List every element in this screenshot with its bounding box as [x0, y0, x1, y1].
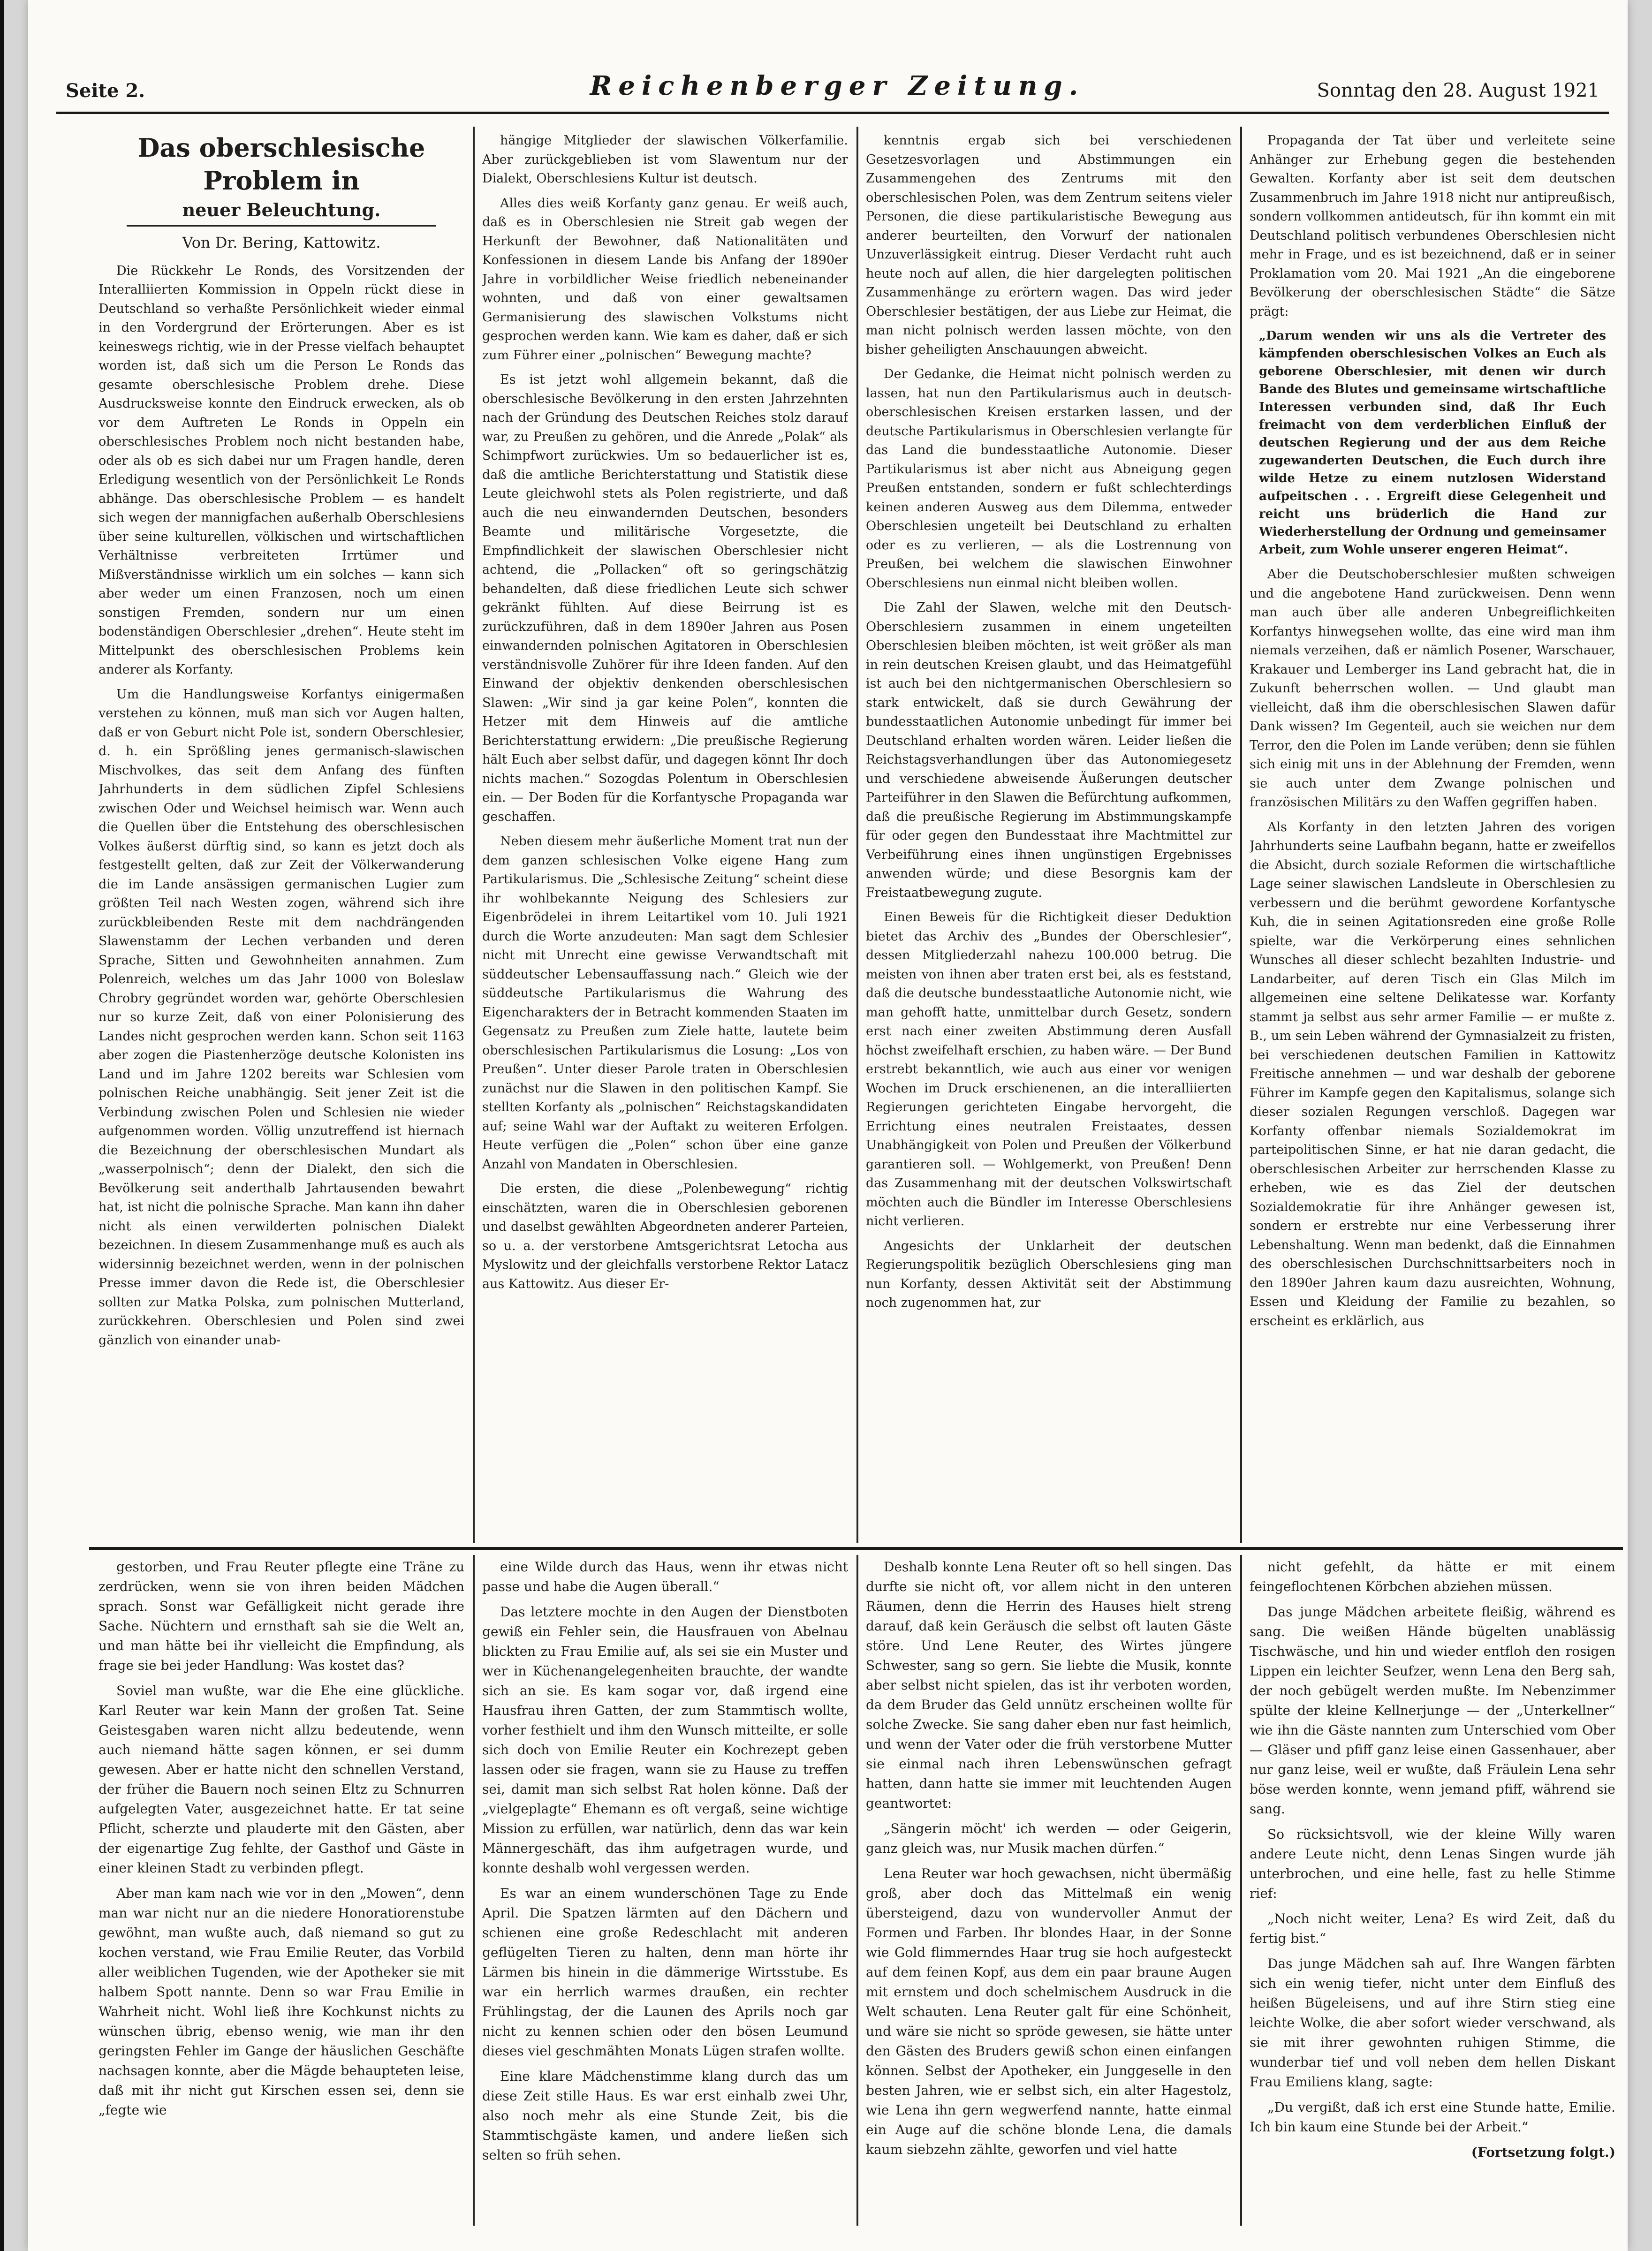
serial-paragraph: Deshalb konnte Lena Reuter oft so hell singen. Das durfte sie nicht oft, vor allem nicht in den unteren Räumen, denn die Herrin des Hauses hielt streng darauf, daß kein Geräusch die selbst oft lauten Gäste störe. Und Lene Reuter, des Wirtes jüngere Schwester, sang so gern. Sie liebte die Musik, konnte aber selbst nicht spielen, das ist ihr verboten worden, da dem Bruder das Geld unnütz erscheinen wollte für solche Zwecke. Sie sang daher eben nur fast heimlich, und wenn der Vater oder die früh verstorbene Mutter sie einmal nach ihren Lebenswünschen gefragt hatten, dann hatte sie immer mit leuchtenden Augen geantwortet: [866, 1559, 1232, 1811]
article-paragraph: Einen Beweis für die Richtigkeit dieser Deduktion bietet das Archiv des „Bundes der Oberschlesier“, dessen Mitgliederzahl nahezu 100.000 betrug. Die meisten von ihnen aber traten erst bei, als es feststand, daß die deutsche bundesstaatliche Autonomie nicht, wie man gehofft hatte, unmittelbar durch Gesetz, sondern erst nach einer zweiten Abstimmung deren Ausfall höchst zweifelhaft erschien, zu haben wäre. — Der Bund erstrebt bekanntlich, wie auch aus einer vor wenigen Wochen im Druck erschienenen, an die interalliierten Regierungen gerichteten Eingabe hervorgeht, die Errichtung eines neutralen Freistaates, dessen Unabhängigkeit von Polen und Preußen der Völkerbund garantieren soll. — Wohlgemerkt, von Preußen! Denn das Zusammenhang mit der deutschen Volkswirtschaft möchten auch die Bündler im Interesse Oberschlesiens nicht verlieren. [866, 910, 1232, 1228]
column-rule [856, 1555, 858, 2226]
newspaper-page [28, 0, 1628, 2251]
serial-paragraph: „Noch nicht weiter, Lena? Es wird Zeit, daß du fertig bist.“ [1250, 1911, 1615, 1946]
header-rule [56, 112, 1609, 114]
serial-paragraph: Lena Reuter war hoch gewachsen, nicht übermäßig groß, aber doch das Mittelmaß ein wenig übersteigend, dazu von wundervoller Anmut der Formen und Farben. Ihr blondes Haar, in der Sonne wie Gold flimmerndes Haar trug sie hoch aufgesteckt auf dem feinen Kopf, aus dem ein paar braune Augen mit ernstem und doch schelmischem Ausdruck in die Welt schauten. Lena Reuter galt für eine Schönheit, und wäre sie nicht so spröde gewesen, sie hätte unter den Gästen des Bruders gewiß schon einen einfangen können. Selbst der Apotheker, ein Junggeselle in den besten Jahren, wie er selbst sich, ein alter Hagestolz, wie Lena ihn gern wegwerfend nannte, hatte einmal ein Auge auf die schöne blonde Lena, die damals kaum siebzehn zählte, geworfen und viel hatte [866, 1866, 1232, 2157]
article-column-4 [1250, 131, 1615, 1539]
serial-paragraph: So rücksichtsvoll, wie der kleine Willy waren andere Leute nicht, denn Lenas Singen wurde jäh unterbrochen, und eine helle, fast zu helle Stimme rief: [1250, 1827, 1615, 1901]
article-paragraph: Aber die Deutschoberschlesier mußten schweigen und die angebotene Hand zurückweisen. Denn wenn man auch über alle anderen Unbegreiflichkeiten Korfantys hinwegsehen wollte, das eine wird man ihm niemals verzeihen, daß er nämlich Posener, Warschauer, Krakauer und Lemberger ins Land gebracht hat, die in Zukunft beherrschen wollen. — Und glaubt man vielleicht, daß ihm die oberschlesischen Slawen dafür Dank wissen? Im Gegenteil, auch sie weichen nur dem Terror, den die Polen im Lande verüben; denn sie fühlen sich einig mit uns in der Ablehnung der Fremden, wenn sie auch unter dem Zwange polnischen und französischen Militärs zu den Waffen gegriffen haben. [1250, 567, 1615, 810]
column-rule [473, 1555, 475, 2226]
article-paragraph: Die ersten, die diese „Polenbewegung“ richtig einschätzten, waren die in Oberschlesien geborenen und daselbst gewählten Abgeordneten anderer Parteien, so u. a. der verstorbene Amtsgerichtsrat Letocha aus Myslowitz und der gleichfalls verstorbene Rektor Latacz aus Kattowitz. Aus dieser Er- [482, 1182, 848, 1291]
article-title: Das oberschlesische Problem in [137, 133, 425, 196]
article-quote: „Darum wenden wir uns als die Vertreter des kämpfenden oberschlesischen Volkes an Euch als geborene Oberschlesier, mit denen wir durch Bande des Blutes und gemeinsame wirtschaftliche Interessen verbunden sind, daß Ihr Euch freimacht von dem verderblichen Einfluß der deutschen Regierung und der aus dem Reiche zugewanderten Deutschen, die Euch durch ihre wilde Hetze zu einem nutzlosen Widerstand aufpeitschen . . . Ergreift diese Gelegenheit und reicht uns brüderlich die Hand zur Wiederherstellung der Ordnung und gemeinsamer Arbeit, zum Wohle unserer engeren Heimat“. [1259, 329, 1606, 557]
column-rule [1240, 127, 1242, 1543]
serial-paragraph: „Sängerin möcht' ich werden — oder Geigerin, ganz gleich was, nur Musik machen dürfen.“ [866, 1821, 1232, 1856]
article-paragraph: hängige Mitglieder der slawischen Völkerfamilie. Aber zurückgeblieben ist vom Slawentum nur der Dialekt, Oberschlesiens Kultur ist deutsch. [482, 133, 848, 186]
serial-paragraph: Aber man kam nach wie vor in den „Mowen“, denn man war nicht nur an die niedere Honoratiorenstube gewöhnt, man wußte auch, daß niemand so gut zu kochen verstand, wie Frau Emilie Reuter, das Vorbild aller weiblichen Tugenden, wie der Apotheker sie mit halbem Spott nannte. Denn so war Frau Emilie in Wahrheit nicht. Wohl ließ ihre Kochkunst nichts zu wünschen übrig, ebenso wenig, wie man ihr den geringsten Fehler im Gange der häuslichen Geschäfte nachsagen konnte, aber die Mägde behaupteten leise, daß mit ihr nicht gut Kirschen essen sei, denn sie „fegte wie [99, 1886, 464, 2118]
serial-paragraph: eine Wilde durch das Haus, wenn ihr etwas nicht passe und habe die Augen überall.“ [482, 1559, 848, 1594]
serial-paragraph: Soviel man wußte, war die Ehe eine glückliche. Karl Reuter war kein Mann der großen Tat. Seine Geistesgaben waren nicht allzu bedeutende, wenn auch niemand hätte sagen können, er sei dumm gewesen. Aber er hatte nicht den schnellen Verstand, der früher die Bauern noch seinen Eltz zu Schnurren aufgelegten Vater, ausgezeichnet hatte. Er tat seine Pflicht, scherzte und plauderte mit den Gästen, aber der eigenartige Zug fehlte, der Gasthof und Gäste in einer kleinen Stadt zu verbinden pflegt. [99, 1683, 464, 1876]
serial-paragraph: nicht gefehlt, da hätte er mit einem feingeflochtenen Körbchen abziehen müssen. [1250, 1559, 1615, 1594]
serial-column-2 [482, 1557, 848, 2223]
article-column-3 [866, 131, 1232, 1539]
article-paragraph: Angesichts der Unklarheit der deutschen Regierungspolitik bezüglich Oberschlesiens ging man nun Korfanty, dessen Aktivität seit der Abstimmung noch zugenommen hat, zur [866, 1238, 1232, 1310]
serial-paragraph: Es war an einem wunderschönen Tage zu Ende April. Die Spatzen lärmten auf den Dächern und schienen eine große Redeschlacht mit anderen geflügelten Tieren zu halten, denn man hörte ihr Lärmen bis hinein in die dämmerige Wirtsstube. Es war ein herrlich warmes draußen, ein rechter Frühlingstag, der die Launen des Aprils noch gar nicht zu kennen schien oder den bösen Leumund dieses viel geschmähten Monats Lügen strafen wollte. [482, 1886, 848, 2059]
article-paragraph: Es ist jetzt wohl allgemein bekannt, daß die oberschlesische Bevölkerung in den ersten Jahrzehnten nach der Gründung des Deutschen Reiches stolz darauf war, zu Preußen zu gehören, und die Anrede „Polak“ als Schimpfwort zurückwies. Um so bedauerlicher ist es, daß die amtliche Berichterstattung und Statistik diese Leute gleichwohl stets als Polen registrierte, und daß auch die neu einwandernden Deutschen, besonders Beamte und militärische Vorgesetzte, die Empfindlichkeit der slawischen Oberschlesier nicht achtend, die „Pollacken“ oft so geringschätzig behandelten, daß diese friedlichen Leute sich schwer gekränkt fühlten. Auf diese Beirrung ist es zurückzuführen, daß in dem 1890er Jahren aus Posen einwandernden polnischen Agitatoren in Oberschlesien verständnisvolle Zuhörer für ihre Ideen fanden. Auf den Einwand der objektiv denkenden oberschlesischen Slawen: „Wir sind ja gar keine Polen“, konnten die Hetzer mit dem Hinweis auf die amtliche Berichterstattung erwidern: „Die preußische Regierung hält Euch aber selbst dafür, und dagegen könnt Ihr doch nichts machen.“ Sozogdas Polentum in Oberschlesien ein. — Der Boden für die Korfantysche Propaganda war geschaffen. [482, 372, 848, 824]
column-rule [473, 127, 475, 1543]
issue-date: Sonntag den 28. August 1921 [1317, 80, 1599, 101]
serial-paragraph: Das junge Mädchen sah auf. Ihre Wangen färbten sich ein wenig tiefer, nicht unter dem Einfluß des heißen Bügeleisens, und auf ihre Stirn stieg eine leichte Wolke, die aber sofort wieder verschwand, als sie mit ihrer gewohnten ruhigen Stimme, die wunderbar tief und voll neben dem hellen Diskant Frau Emiliens klang, sagte: [1250, 1956, 1615, 2090]
serial-column-3 [866, 1557, 1232, 2223]
page-number: Seite 2. [66, 80, 145, 102]
article-subtitle: neuer Beleuchtung. [127, 197, 436, 227]
article-paragraph: Als Korfanty in den letzten Jahren des vorigen Jahrhunderts seine Laufbahn begann, hatte er zweifellos die Absicht, durch soziale Reformen die wirtschaftliche Lage seiner slawischen Landsleute in Oberschlesien zu verbessern und die berühmt gewordene Korfantysche Kuh, die in seinen Agitationsreden eine große Rolle spielte, war die Verkörperung eines sehnlichen Wunsches all dieser schlecht bezahlten Industrie- und Landarbeiter, auf deren Tisch ein Glas Milch im allgemeinen eine seltene Delikatesse war. Korfanty stammt ja selbst aus sehr armer Familie — er mußte z. B., um sein Leben während der Gymnasialzeit zu fristen, bei verschiedenen deutschen Familien in Kattowitz Freitische annehmen — und war deshalb der geborene Führer im Kampfe gegen den Kapitalismus, solange sich dieser sozialen Regungen verschloß. Dagegen war Korfanty offenbar niemals Sozialdemokrat im parteipolitischen Sinne, er hat nie daran gedacht, die oberschlesischen Arbeiter zur herrschenden Klasse zu erheben, wie es das Ziel der deutschen Sozialdemokratie für ihre Anhänger gewesen ist, sondern er erstrebte nur eine Verbesserung ihrer Lebenshaltung. Wenn man bedenkt, daß die Einnahmen des oberschlesischen Durchschnittsarbeiters noch in den 1890er Jahren kaum dazu ausreichten, Wohnung, Essen und Kleidung der Familie zu bezahlen, so erscheint es erklärlich, aus [1250, 819, 1615, 1328]
article-paragraph: Alles dies weiß Korfanty ganz genau. Er weiß auch, daß es in Oberschlesien nie Streit gab wegen der Herkunft der Bewohner, daß Nationalitäten und Konfessionen in diesem Lande bis Anfang der 1890er Jahre in vorbildlicher Weise friedlich nebeneinander wohnten, und daß von einer gewaltsamen Germanisierung des slawischen Volkstums nicht gesprochen werden kann. Wie kam es daher, daß er sich zum Führer einer „polnischen“ Bewegung machte? [482, 196, 848, 363]
serial-paragraph: Das letztere mochte in den Augen der Dienstboten gewiß ein Fehler sein, die Hausfrauen von Abelnau blickten zu Frau Emilie auf, als sei sie ein Muster und wer in Küchenangelegenheiten brauchte, der wandte sich an sie. Es kam sogar vor, daß irgend eine Hausfrau ihren Gatten, der zum Stammtisch wollte, vorher festhielt und ihm den Wunsch mitteilte, er solle sich doch von Emilie Reuter ein Kochrezept geben lassen oder sie fragen, wann sie zu Hause zu treffen sei, damit man sich selbst Rat holen könne. Daß der „vielgeplagte“ Ehemann es oft vergaß, seine wichtige Mission zu erfüllen, war natürlich, denn das war kein Männergeschäft, das ihm aufgetragen wurde, und konnte deshalb wohl vergessen werden. [482, 1604, 848, 1876]
section-divider [89, 1547, 1623, 1550]
article-paragraph: Propaganda der Tat über und verleitete seine Anhänger zur Erhebung gegen die bestehenden Gewalten. Korfanty aber ist seit dem deutschen Zusammenbruch im Jahre 1918 nicht nur antipreußisch, sondern vollkommen antideutsch, für ihn kommt ein mit Deutschland politisch verbundenes Oberschlesien nicht mehr in Frage, und es ist bezeichnend, daß er in seiner Proklamation vom 20. Mai 1921 „An die eingeborene Bevölkerung der oberschlesischen Städte“ die Sätze prägt: [1250, 133, 1615, 319]
article-paragraph: Neben diesem mehr äußerliche Moment trat nun der dem ganzen schlesischen Volke eigene Hang zum Partikularismus. Die „Schlesische Zeitung“ scheint diese ihr wohlbekannte Neigung des Schlesiers zur Eigenbrödelei in ihrem Leitartikel vom 10. Juli 1921 durch die Worte anzudeuten: Man sagt dem Schlesier nicht mit Unrecht eine gewisse Verwandtschaft mit süddeutscher Lebensauffassung nach.“ Gleich wie der süddeutsche Partikularismus die Wahrung des Eigencharakters der in Betracht kommenden Staaten im Gegensatz zu Preußen zum Ziele hatte, lautete beim oberschlesischen Partikularismus die Losung: „Los von Preußen“. Unter dieser Parole traten in Oberschlesien zunächst nur die Slawen in den politischen Kampf. Sie stellten Korfanty als „polnischen“ Reichstagskandidaten auf; seine Wahl war der Auftakt zu weiteren Erfolgen. Heute verfügen die „Polen“ schon über eine ganze Anzahl von Mandaten in Oberschlesien. [482, 834, 848, 1172]
serial-column-1 [99, 1557, 464, 2223]
article-paragraph: Um die Handlungsweise Korfantys einigermaßen verstehen zu können, muß man sich vor Augen halten, daß er von Geburt nicht Pole ist, sondern Oberschlesier, d. h. ein Sprößling jenes germanisch-slawischen Mischvolkes, das seit dem Anfang des fünften Jahrhunderts in dem südlichen Zipfel Schlesiens zwischen Oder und Weichsel heimisch war. Wenn auch die Quellen über die Entstehung des oberschlesischen Volkes äußerst dürftig sind, so kann es jetzt doch als festgestellt gelten, daß zur Zeit der Völkerwanderung die im Lande ansässigen germanischen Lugier zum größten Teil nach Westen zogen, während sich ihre zurückbleibenden Reste mit dem nachdrängenden Slawenstamm der Lechen verbanden und deren Sprache, Sitten und Gewohnheiten annahmen. Zum Polenreich, welches um das Jahr 1000 von Boleslaw Chrobry gegründet worden war, gehörte Oberschlesien nur so kurze Zeit, daß von einer Polonisierung des Landes nicht gesprochen werden kann. Schon seit 1163 aber zogen die Piastenherzöge deutsche Kolonisten ins Land und im Jahre 1202 bereits war Schlesien vom polnischen Reiche unabhängig. Seit jener Zeit ist die Verbindung zwischen Polen und Schlesien nie wieder aufgenommen worden. Völlig unzutreffend ist hiernach die Bezeichnung der oberschlesischen Mundart als „wasserpolnisch“; denn der Dialekt, den sich die Bevölkerung seit anderthalb Jahrtausenden bewahrt hat, ist nicht die polnische Sprache. Man kann ihn daher nicht als einen verwilderten polnischen Dialekt bezeichnen. In diesem Zusammenhange muß es auch als widersinnig bezeichnet werden, wenn in der polnischen Presse immer davon die Rede ist, die Oberschlesier sollten zur Matka Polska, zum polnischen Mutterland, zurückkehren. Oberschlesien und Polen sind zwei gänzlich von einander unab- [99, 687, 464, 1348]
masthead: Reichenberger Zeitung. [590, 70, 1085, 101]
serial-paragraph: Eine klare Mädchenstimme klang durch das um diese Zeit stille Haus. Es war erst einhalb zwei Uhr, also noch mehr als eine Stunde Zeit, bis die Stammtischgäste kamen, und andere ließen sich selten so früh sehen. [482, 2069, 848, 2163]
article-paragraph: Der Gedanke, die Heimat nicht polnisch werden zu lassen, hat nun den Partikularismus auch in deutsch-oberschlesischen Kreisen erstarken lassen, und der deutsche Partikularismus in Oberschlesien verlangte für das Land die bundesstaatliche Autonomie. Dieser Partikularismus ist aber nicht aus Abneigung gegen Preußen entstanden, sondern er fußt schlechterdings keinen anderen Ausweg aus dem Dilemma, entweder Oberschlesien ungeteilt bei Deutschland zu erhalten oder es zu verlieren, — als die Lostrennung von Preußen, bei welchem die slawischen Einwohner Oberschlesiens nun einmal nicht bleiben wollen. [866, 367, 1232, 591]
article-paragraph: Die Rückkehr Le Ronds, des Vorsitzenden der Interalliierten Kommission in Oppeln rückt diese in Deutschland so verhaßte Persönlichkeit wieder einmal in den Vordergrund der Erörterungen. Aber es ist keineswegs richtig, wie in der Presse vielfach behauptet worden ist, daß sich um die Person Le Ronds das gesamte oberschlesische Problem drehe. Diese Ausdrucksweise konnte den Eindruck erwecken, als ob vor dem Auftreten Le Ronds in Oppeln ein oberschlesisches Problem noch nicht bestanden habe, oder als ob es sich dabei nur um Fragen handle, deren Erledigung wesentlich von der Persönlichkeit Le Ronds abhänge. Das oberschlesische Problem — es handelt sich wegen der mannigfachen außerhalb Oberschlesiens über seine kulturellen, völkischen und wirtschaftlichen Verhältnisse verbreiteten Irrtümer und Mißverständnisse wirklich um ein solches — kann sich aber weder um einen Franzosen, noch um einen sonstigen Fremden, sondern nur um einen bodenständigen Oberschlesier „drehen“. Heute steht im Mittelpunkt des oberschlesischen Problems kein anderer als Korfanty. [99, 263, 464, 677]
serial-column-4 [1250, 1557, 1615, 2223]
article-byline: Von Dr. Bering, Kattowitz. [182, 234, 381, 251]
column-rule [1240, 1555, 1242, 2226]
column-rule [856, 127, 858, 1543]
scan-edge [0, 0, 4, 2251]
serial-paragraph: „Du vergißt, daß ich erst eine Stunde hatte, Emilie. Ich bin kaum eine Stunde bei der Arbeit.“ [1250, 2099, 1615, 2135]
page-header [28, 0, 1628, 117]
article-column-2 [482, 131, 848, 1539]
serial-paragraph: gestorben, und Frau Reuter pflegte eine Träne zu zerdrücken, wenn sie von ihren beiden Mädchen sprach. Sonst war Gefälligkeit nicht gerade ihre Sache. Nüchtern und ernsthaft sah sie die Welt an, und man hätte bei ihr vielleicht die Empfindung, als frage sie bei jeder Handlung: Was kostet das? [99, 1559, 464, 1673]
article-column-1 [99, 127, 464, 1539]
continued-note: (Fortsetzung folgt.) [1471, 2145, 1615, 2160]
serial-paragraph: Das junge Mädchen arbeitete fleißig, während es sang. Die weißen Hände bügelten unablässig Tischwäsche, und hin und wieder entfloh den rosigen Lippen ein leichter Seufzer, wenn Lena den Berg sah, der noch gebügelt werden mußte. Im Nebenzimmer spülte der kleine Kellnerjunge — der „Unterkellner“ wie ihn die Gäste nannten zum Unterschied vom Ober — Gläser und pfiff ganz leise einen Gassenhauer, aber nur ganz leise, weil er wußte, daß Fräulein Lena sehr böse werden konnte, wenn jemand pfiff, während sie sang. [1250, 1604, 1615, 1817]
article-paragraph: Die Zahl der Slawen, welche mit den Deutsch-Oberschlesiern zusammen in einem ungeteilten Oberschlesien bleiben möchten, ist weit größer als man in rein deutschen Kreisen glaubt, und das Heimatgefühl ist auch bei den nichtgermanischen Oberschlesiern so stark entwickelt, daß sie durch Gewährung der bundesstaatlichen Autonomie unbedingt für immer bei Deutschland erhalten worden wären. Leider ließen die Reichstagsverhandlungen über das Autonomiegesetz und verschiedene abweisende Äußerungen deutscher Parteiführer in den Slawen die Befürchtung aufkommen, daß die preußische Regierung im Abstimmungskampfe für oder gegen den Bundesstaat ihre Machtmittel zur Verbeiführung eines ihnen ungünstigen Ergebnisses anwenden würde; und diese Besorgnis kam der Freistaatbewegung zugute. [866, 600, 1232, 900]
article-paragraph: kenntnis ergab sich bei verschiedenen Gesetzesvorlagen und Abstimmungen ein Zusammengehen des Zentrums mit den oberschlesischen Polen, was dem Zentrum seitens vieler Personen, die diese partikularistische Bewegung aus anderer beurteilten, den Vorwurf der nationalen Unzuverlässigkeit eintrug. Dieser Verdacht ruht auch heute noch auf allen, die hier dargelegten politischen Zusammenhänge zu erörtern wagen. Das wird jeder Oberschlesier bestätigen, der aus Liebe zur Heimat, die man nicht polnisch werden lassen möchte, von den bisher geheiligten Anschauungen abweicht. [866, 133, 1232, 357]
